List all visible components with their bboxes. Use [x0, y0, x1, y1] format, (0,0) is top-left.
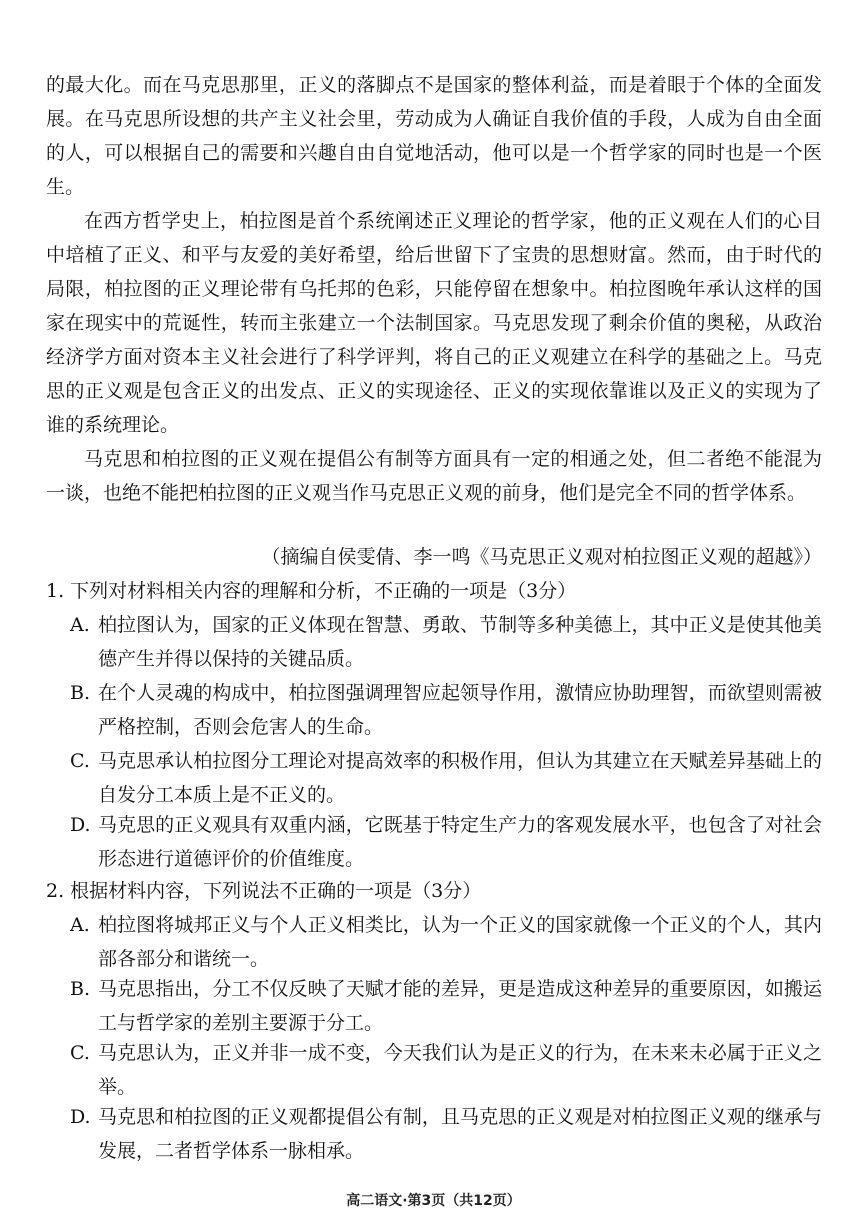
question-2-stem: 2. 根据材料内容，下列说法不正确的一项是（3分）	[46, 880, 482, 902]
option-letter: B.	[70, 682, 91, 704]
question-2-option-d	[70, 1100, 822, 1168]
option-text: 柏拉图认为，国家的正义体现在智慧、勇敢、节制等多种美德上，其中正义是使其他美德产生并得以保持的关键品质。	[98, 614, 822, 670]
option-letter: C.	[70, 1042, 90, 1064]
option-letter: D.	[70, 814, 91, 836]
question-2-option-a	[70, 908, 822, 976]
question-2-option-c	[70, 1036, 822, 1104]
passage-source: （摘编自侯雯倩、李一鸣《马克思正义观对柏拉图正义观的超越》）	[261, 546, 822, 568]
question-1-option-c	[70, 744, 822, 812]
option-text: 在个人灵魂的构成中，柏拉图强调理智应起领导作用，激情应协助理智，而欲望则需被严格控制，否则会危害人的生命。	[98, 682, 822, 738]
passage-paragraph-1: 的最大化。而在马克思那里，正义的落脚点不是国家的整体利益，而是着眼于个体的全面发展。在马克思所设想的共产主义社会里，劳动成为人确证自我价值的手段，人成为自由全面的人，可以根据自己的需要和兴趣自由自觉地活动，他可以是一个哲学家的同时也是一个医生。	[46, 74, 822, 198]
passage-paragraph-2: 在西方哲学史上，柏拉图是首个系统阐述正义理论的哲学家，他的正义观在人们的心目中培植了正义、和平与友爱的美好希望，给后世留下了宝贵的思想财富。然而，由于时代的局限，柏拉图的正义理论带有乌托邦的色彩，只能停留在想象中。柏拉图晚年承认这样的国家在现实中的荒诞性，转而主张建立一个法制国家。马克思发现了剩余价值的奥秘，从政治经济学方面对资本主义社会进行了科学评判，将自己的正义观建立在科学的基础之上。马克思的正义观是包含正义的出发点、正义的实现途径、正义的实现依靠谁以及正义的实现为了谁的系统理论。	[46, 210, 822, 436]
question-2-option-b	[70, 972, 822, 1040]
option-letter: A.	[70, 614, 90, 636]
page-footer: 高二语文·第3页（共12页）	[346, 1193, 521, 1209]
option-letter: C.	[70, 750, 90, 772]
option-text: 柏拉图将城邦正义与个人正义相类比，认为一个正义的国家就像一个正义的个人，其内部各部分和谐统一。	[98, 914, 822, 970]
option-letter: D.	[70, 1106, 91, 1128]
option-text: 马克思指出，分工不仅反映了天赋才能的差异，更是造成这种差异的重要原因，如搬运工与哲学家的差别主要源于分工。	[98, 978, 822, 1034]
question-1-option-d	[70, 808, 822, 876]
option-text: 马克思认为，正义并非一成不变，今天我们认为是正义的行为，在未来未必属于正义之举。	[98, 1042, 822, 1098]
option-text: 马克思的正义观具有双重内涵，它既基于特定生产力的客观发展水平，也包含了对社会形态进行道德评价的价值维度。	[98, 814, 822, 870]
question-1-option-b	[70, 676, 822, 744]
question-1-stem: 1. 下列对材料相关内容的理解和分析，不正确的一项是（3分）	[46, 580, 577, 602]
option-letter: A.	[70, 914, 90, 936]
option-letter: B.	[70, 978, 91, 1000]
option-text: 马克思承认柏拉图分工理论对提高效率的积极作用，但认为其建立在天赋差异基础上的自发分工本质上是不正义的。	[98, 750, 822, 806]
option-text: 马克思和柏拉图的正义观都提倡公有制，且马克思的正义观是对柏拉图正义观的继承与发展，二者哲学体系一脉相承。	[98, 1106, 822, 1162]
question-1-option-a	[70, 608, 822, 676]
passage-paragraph-3: 马克思和柏拉图的正义观在提倡公有制等方面具有一定的相通之处，但二者绝不能混为一谈，也绝不能把柏拉图的正义观当作马克思正义观的前身，他们是完全不同的哲学体系。	[46, 448, 822, 504]
